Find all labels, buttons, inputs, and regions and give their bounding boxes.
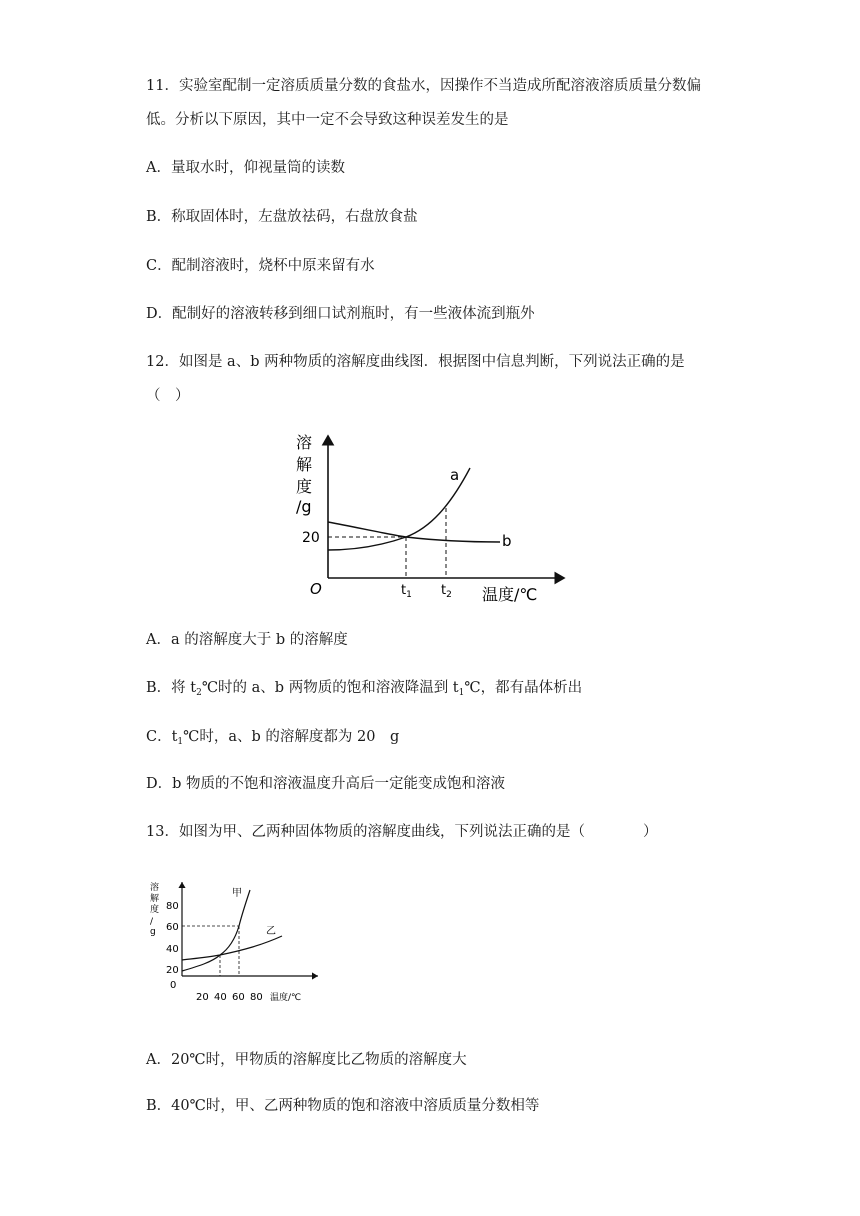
q11-option-b: B．称取固体时，左盘放祛码，右盘放食盐: [146, 209, 418, 225]
q12-stem-line2: （ ）: [146, 388, 190, 404]
q11-option-d: D．配制好的溶液转移到细口试剂瓶时，有一些液体流到瓶外: [146, 306, 535, 322]
q11-stem-line1: 11．实验室配制一定溶质质量分数的食盐水，因操作不当造成所配溶液溶质质量分数偏: [146, 78, 701, 94]
svg-text:0: 0: [170, 980, 177, 991]
svg-text:80: 80: [166, 901, 179, 912]
solubility-chart-ab: [290, 428, 570, 608]
solubility-chart-jia-yi: [144, 878, 324, 1008]
x-axis-label-2: 温度/℃: [270, 993, 302, 1003]
x-axis-label: 温度/℃: [482, 585, 538, 604]
svg-text:度: 度: [296, 477, 313, 496]
svg-text:60: 60: [232, 992, 245, 1003]
series-a-label: a: [450, 466, 460, 484]
svg-text:/g: /g: [296, 497, 312, 516]
q12-option-c: C．$t_1℃$时，a、b 的溶解度都为 20 g: [146, 729, 400, 747]
svg-text:20: 20: [196, 992, 209, 1003]
q12-stem-line1: 12．如图是 a、b 两种物质的溶解度曲线图．根据图中信息判断，下列说法正确的是: [146, 354, 685, 370]
y-tick-20: 20: [302, 530, 320, 546]
q12-option-d: D．b 物质的不饱和溶液温度升高后一定能变成饱和溶液: [146, 776, 506, 792]
svg-text:解: 解: [150, 894, 160, 904]
svg-text:溶: 溶: [150, 883, 160, 893]
svg-text:60: 60: [166, 922, 179, 933]
q11-stem-line2: 低。分析以下原因，其中一定不会导致这种误差发生的是: [146, 112, 509, 128]
curve-a: [328, 468, 470, 550]
q11-option-c: C．配制溶液时，烧杯中原来留有水: [146, 258, 375, 274]
q13-option-b: B．40℃时，甲、乙两种物质的饱和溶液中溶质质量分数相等: [146, 1098, 540, 1114]
x-tick-t1: $t_1$: [401, 583, 412, 600]
curve-b: [328, 522, 500, 542]
x-tick-t2: $t_2$: [441, 583, 452, 600]
y-axis-label: 溶: [296, 433, 313, 452]
svg-text:/: /: [150, 917, 154, 927]
series-jia-label: 甲: [232, 888, 242, 899]
svg-text:80: 80: [250, 992, 263, 1003]
q11-option-a: A．量取水时，仰视量筒的读数: [146, 160, 345, 176]
q13-option-a: A．20℃时，甲物质的溶解度比乙物质的溶解度大: [146, 1052, 467, 1068]
series-yi-label: 乙: [266, 926, 276, 937]
svg-text:40: 40: [166, 944, 179, 955]
origin-label: O: [310, 580, 322, 598]
svg-text:g: g: [150, 927, 156, 937]
svg-text:40: 40: [214, 992, 227, 1003]
svg-text:20: 20: [166, 965, 179, 976]
svg-text:度: 度: [150, 905, 160, 915]
q13-stem: 13．如图为甲、乙两种固体物质的溶解度曲线，下列说法正确的是（ ）: [146, 824, 658, 840]
curve-yi: [182, 936, 282, 960]
q12-option-b: B．将 $t_2℃$时的 a、b 两物质的饱和溶液降温到 $t_1℃$，都有晶体析出: [146, 680, 583, 698]
series-b-label: b: [502, 532, 512, 550]
q12-option-a: A．a 的溶解度大于 b 的溶解度: [146, 632, 348, 648]
svg-text:解: 解: [296, 455, 313, 474]
